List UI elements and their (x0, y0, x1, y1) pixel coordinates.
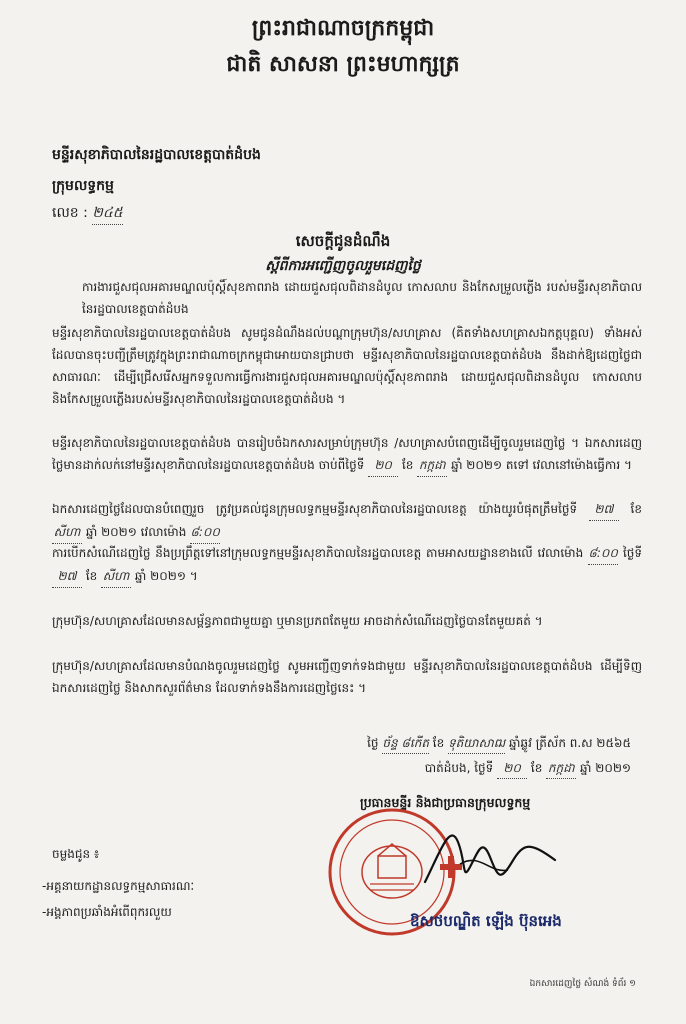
kingdom-motto: ជាតិ សាសនា ព្រះមហាក្សត្រ (226, 52, 460, 77)
para2-text-c: ឆ្នាំ ២០២១ តទៅ វេលានៅម៉ោងធ្វើការ ។ (451, 458, 632, 472)
para4-text-c: ខែ (85, 569, 98, 583)
handwritten-signature-icon (420, 812, 560, 892)
lunar-prefix: ថ្ងៃ (367, 736, 379, 750)
page-footer: ឯកសារដេញថ្លៃ សំណង់ ទំព័រ ១ (529, 979, 636, 989)
notice-title: សេចក្តីជូនដំណឹង (295, 232, 391, 250)
deadline-month: សីហា (52, 521, 82, 544)
issuer-department: មន្ទីរសុខាភិបាលនៃរដ្ឋបាលខេត្តបាត់ដំបង (52, 147, 261, 163)
lunar-date (367, 735, 631, 754)
cc-item-1: -អគ្គនាយកដ្ឋានលទ្ធកម្មសាធារណៈ (42, 879, 195, 893)
paragraph-contact: ក្រុមហ៊ុន/សហគ្រាសដែលមានបំណងចូលរួមដេញថ្លៃ សូមអញ្ជើញទាក់ទងជាមួយ មន្ទីរសុខាភិបាលនៃរដ្ឋបាលខេត្តបាត់ដំបង ដើម្បីទិញឯកសារដេញថ្លៃ និងសាកសួរព័ត៌មាន ដែលទាក់ទងនឹងការដេញថ្លៃនេះ ។ (52, 659, 642, 695)
para2-text-a: មន្ទីរសុខាភិបាលនៃរដ្ឋបាលខេត្តបាត់ដំបង បានរៀបចំឯកសារសម្រាប់ក្រុមហ៊ុន /សហគ្រាសបំពេញដើម្បីចូលរួមដេញថ្លៃ ។ ឯកសារដេញថ្លៃមានដាក់លក់នៅមន្ទីរសុខាភិបាលនៃរដ្ឋបាលខេត្តបាត់ដំបង ចាប់ពីថ្ងៃទី (52, 436, 642, 472)
kingdom-title: ព្រះរាជាណាចក្រកម្ពុជា (251, 16, 435, 41)
notice-subject: ការងារជួសជុលអគារមណ្ឌលប៉ុស្តិ៍សុខភាពរាង ដោយជួសជុលពិដានដំបូល កោសលាប និងកែសម្រួលភ្លើង របស់មន្ទីរសុខាភិបាលនៃរដ្ឋបាលខេត្តបាត់ដំបង (82, 280, 642, 316)
number-label: លេខ : (52, 205, 88, 221)
para4-text-d: ឆ្នាំ ២០២១ ។ (134, 569, 198, 583)
issuer-committee: ក្រុមលទ្ធកម្ម (52, 178, 114, 194)
cc-label: ចម្លងជូន ៖ (52, 847, 100, 861)
solar-day: ២០ (497, 760, 527, 779)
paragraph-opening (52, 542, 642, 588)
opening-day: ២៧ (52, 565, 82, 588)
para3-text-a: ឯកសារដេញថ្លៃដែលបានបំពេញរួច ត្រូវប្រគល់ជូនក្រុមលទ្ធកម្មមន្ទីរសុខាភិបាលនៃរដ្ឋបាលខេត្ត យ៉ាងយូរបំផុតត្រឹមថ្ងៃទី (52, 502, 578, 516)
number-value: ២៤៥ (92, 203, 122, 225)
opening-time: ៨:០០ (588, 542, 618, 565)
paragraph-sale (52, 432, 642, 477)
sale-month: កក្កដា (417, 454, 447, 477)
signatory-title: ប្រធានមន្ទីរ និងជាប្រធានក្រុមលទ្ធកម្ម (360, 795, 531, 810)
solar-suffix: ឆ្នាំ ២០២១ (580, 761, 631, 775)
notice-subtitle: ស្តីពីការអញ្ជើញចូលរួមដេញថ្លៃ (265, 258, 421, 274)
signer-name: ឱសថបណ្ឌិត ឡើង ប៊ុនអេង (410, 912, 562, 930)
deadline-time: ៨:០០ (190, 521, 220, 544)
cc-item-2: -អង្គភាពប្រឆាំងអំពើពុករលួយ (42, 905, 172, 919)
document-number (52, 203, 123, 225)
sale-day: ២០ (368, 454, 398, 477)
solar-month: កក្កដា (546, 760, 576, 779)
paragraph-intro: មន្ទីរសុខាភិបាលនៃរដ្ឋបាលខេត្តបាត់ដំបង សូមជូនដំណឹងដល់បណ្តាក្រុមហ៊ុន/សហគ្រាស (គិតទាំងសហគ្រាសឯកត្តបុគ្គល) ទាំងអស់ដែលបានចុះបញ្ជីត្រឹមត្រូវក្នុងព្រះរាជាណាចក្រកម្ពុជាអោយបានជ្រាបថា មន្ទីរសុខាភិបាលនៃរដ្ឋបាលខេត្តបាត់ដំបង នឹងដាក់ឱ្យដេញថ្លៃជាសាធារណៈ ដើម្បីជ្រើសរើសអ្នកទទួលការធ្វើការងារជួសជុលអគារមណ្ឌលប៉ុស្តិ៍សុខភាពរាង ដោយជួសជុលពិដានដំបូល កោសលាប និងកែសម្រួលភ្លើងរបស់មន្ទីរសុខាភិបាលនៃរដ្ឋបាលខេត្តបាត់ដំបង ។ (52, 326, 642, 406)
para2-text-b: ខែ (401, 458, 414, 472)
para3-text-c: ឆ្នាំ ២០២១ វេលាម៉ោង (85, 525, 187, 539)
deadline-day: ២៧ (589, 498, 619, 521)
lunar-mid: ខែ (432, 736, 445, 750)
lunar-month: ទុតិយាសាឍ (448, 735, 505, 754)
solar-prefix: បាត់ដំបង, ថ្ងៃទី (424, 761, 494, 775)
lunar-day: ច័ន្ទ ៨កើត (382, 735, 429, 754)
opening-month: សីហា (101, 565, 131, 588)
para4-text-b: ថ្ងៃទី (622, 546, 642, 560)
para4-text-a: ការបើកសំណើដេញថ្លៃ នឹងប្រព្រឹត្តទៅនៅក្រុមលទ្ធកម្មមន្ទីរសុខាភិបាលនៃរដ្ឋបាលខេត្ត តាមអាសយដ្ឋានខាងលើ វេលាម៉ោង (52, 546, 584, 560)
para3-text-b: ខែ (630, 502, 642, 516)
solar-date (425, 760, 631, 779)
solar-mid: ខែ (530, 761, 543, 775)
paragraph-deadline (52, 498, 642, 544)
lunar-suffix: ឆ្នាំឆ្លូវ ត្រីស័ក ព.ស ២៥៦៥ (509, 736, 631, 750)
paragraph-affiliation: ក្រុមហ៊ុន/សហគ្រាសដែលមានសម្ព័ន្ធភាពជាមួយគ្នា ឬមានប្រភពតែមួយ អាចដាក់សំណើដេញថ្លៃបានតែមួយគត់ ។ (52, 614, 543, 628)
